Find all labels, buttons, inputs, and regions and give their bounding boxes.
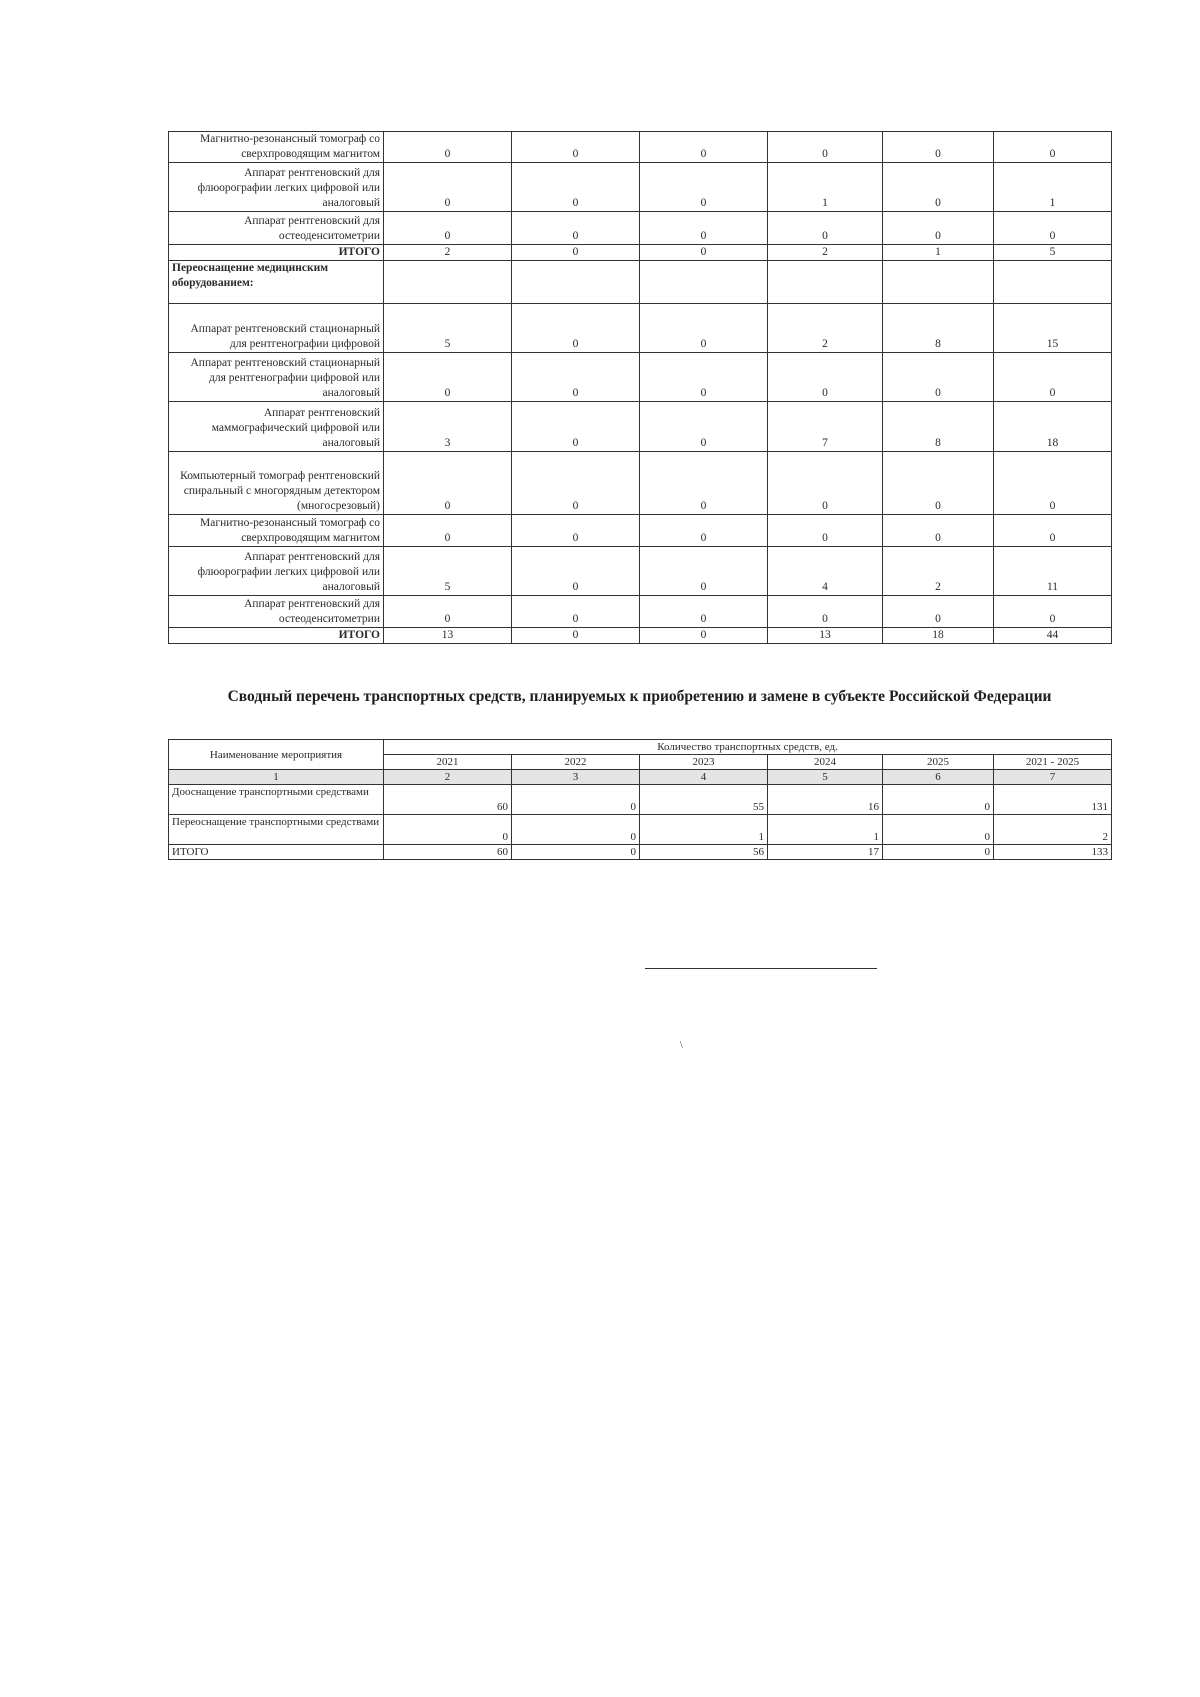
- transport-title: Сводный перечень транспортных средств, планируемых к приобретению и замене в субъекте Российской Федерации: [227, 688, 1052, 705]
- equipment-count-cell: [512, 261, 640, 304]
- transport-count-cell: 131: [994, 785, 1112, 815]
- equipment-count-cell: 0: [994, 596, 1112, 628]
- equipment-count-cell: 0: [512, 515, 640, 547]
- column-number: 7: [994, 770, 1112, 785]
- equipment-row: [169, 304, 1112, 353]
- equipment-count-cell: 4: [768, 547, 883, 596]
- equipment-row: [169, 212, 1112, 245]
- equipment-count-cell: 0: [994, 212, 1112, 245]
- equipment-row: [169, 402, 1112, 452]
- equipment-count-cell: 0: [512, 402, 640, 452]
- column-number: 5: [768, 770, 883, 785]
- name-column-header: Наименование мероприятия: [169, 740, 384, 770]
- column-number: 2: [384, 770, 512, 785]
- year-header: 2022: [512, 755, 640, 770]
- equipment-count-cell: [384, 261, 512, 304]
- equipment-count-cell: 0: [640, 212, 768, 245]
- equipment-count-cell: 0: [512, 245, 640, 261]
- equipment-count-cell: 0: [384, 163, 512, 212]
- equipment-count-cell: 0: [384, 212, 512, 245]
- transport-count-cell: 0: [883, 815, 994, 845]
- transport-row: [169, 785, 1112, 815]
- equipment-count-cell: 0: [768, 452, 883, 515]
- equipment-count-cell: 0: [883, 596, 994, 628]
- equipment-row: [169, 596, 1112, 628]
- equipment-count-cell: 0: [994, 452, 1112, 515]
- equipment-count-cell: 13: [384, 628, 512, 644]
- transport-row: [169, 815, 1112, 845]
- equipment-count-cell: 0: [384, 515, 512, 547]
- equipment-name: Аппарат рентгеновский стационарный для рентгенографии цифровой: [169, 304, 384, 353]
- transport-count-cell: 56: [640, 845, 768, 860]
- column-number: 6: [883, 770, 994, 785]
- equipment-row: [169, 163, 1112, 212]
- equipment-row: [169, 452, 1112, 515]
- equipment-count-cell: 0: [994, 132, 1112, 163]
- equipment-count-cell: 0: [512, 596, 640, 628]
- equipment-count-cell: 15: [994, 304, 1112, 353]
- equipment-count-cell: 5: [384, 547, 512, 596]
- transport-row-name: Переоснащение транспортными средствами: [169, 815, 384, 845]
- equipment-row: [169, 547, 1112, 596]
- equipment-count-cell: 0: [640, 628, 768, 644]
- total-row: [169, 628, 1112, 644]
- equipment-count-cell: 5: [384, 304, 512, 353]
- equipment-count-cell: 0: [640, 245, 768, 261]
- total-label: ИТОГО: [169, 245, 384, 261]
- equipment-count-cell: 3: [384, 402, 512, 452]
- equipment-count-cell: 0: [640, 596, 768, 628]
- equipment-count-cell: 5: [994, 245, 1112, 261]
- equipment-count-cell: 8: [883, 402, 994, 452]
- quantity-group-header: Количество транспортных средств, ед.: [384, 740, 1112, 755]
- equipment-count-cell: 18: [883, 628, 994, 644]
- equipment-count-cell: 0: [768, 515, 883, 547]
- equipment-count-cell: 0: [768, 353, 883, 402]
- stray-mark: \: [680, 1040, 683, 1051]
- equipment-count-cell: 2: [883, 547, 994, 596]
- equipment-count-cell: 0: [640, 163, 768, 212]
- equipment-count-cell: 0: [640, 353, 768, 402]
- equipment-count-cell: 1: [768, 163, 883, 212]
- equipment-count-cell: 0: [768, 596, 883, 628]
- equipment-count-cell: 0: [640, 304, 768, 353]
- year-header: 2024: [768, 755, 883, 770]
- equipment-count-cell: 0: [883, 353, 994, 402]
- column-number-row: [169, 770, 1112, 785]
- equipment-name: Магнитно-резонансный томограф со сверхпроводящим магнитом: [169, 515, 384, 547]
- transport-count-cell: 16: [768, 785, 883, 815]
- equipment-count-cell: 2: [384, 245, 512, 261]
- equipment-name: Магнитно-резонансный томограф со сверхпроводящим магнитом: [169, 132, 384, 163]
- total-label: ИТОГО: [169, 628, 384, 644]
- year-header: 2021: [384, 755, 512, 770]
- equipment-count-cell: 0: [883, 132, 994, 163]
- equipment-name: Аппарат рентгеновский для остеоденситометрии: [169, 212, 384, 245]
- transport-count-cell: 0: [512, 815, 640, 845]
- equipment-count-cell: 0: [512, 547, 640, 596]
- year-header: 2025: [883, 755, 994, 770]
- equipment-count-cell: 0: [768, 132, 883, 163]
- transport-count-cell: 1: [768, 815, 883, 845]
- equipment-count-cell: 0: [883, 212, 994, 245]
- equipment-count-cell: 0: [512, 353, 640, 402]
- equipment-count-cell: 2: [768, 245, 883, 261]
- year-header: 2023: [640, 755, 768, 770]
- equipment-row: [169, 132, 1112, 163]
- equipment-name: Компьютерный томограф рентгеновский спиральный с многорядным детектором (многосрезовый): [169, 452, 384, 515]
- transport-count-cell: 55: [640, 785, 768, 815]
- equipment-name: Аппарат рентгеновский стационарный для рентгенографии цифровой или аналоговый: [169, 353, 384, 402]
- equipment-count-cell: 0: [512, 132, 640, 163]
- equipment-count-cell: 1: [994, 163, 1112, 212]
- equipment-count-cell: 0: [512, 163, 640, 212]
- equipment-count-cell: [640, 261, 768, 304]
- equipment-count-cell: 18: [994, 402, 1112, 452]
- transport-row-name: Дооснащение транспортными средствами: [169, 785, 384, 815]
- transport-count-cell: 60: [384, 845, 512, 860]
- equipment-count-cell: 0: [640, 452, 768, 515]
- equipment-count-cell: 7: [768, 402, 883, 452]
- section-title: Переоснащение медицинским оборудованием:: [169, 261, 384, 304]
- transport-count-cell: 0: [384, 815, 512, 845]
- equipment-count-cell: 0: [512, 304, 640, 353]
- equipment-count-cell: 0: [640, 132, 768, 163]
- equipment-count-cell: 44: [994, 628, 1112, 644]
- column-number: 4: [640, 770, 768, 785]
- equipment-count-cell: 0: [512, 212, 640, 245]
- transport-count-cell: 1: [640, 815, 768, 845]
- equipment-count-cell: 13: [768, 628, 883, 644]
- transport-count-cell: 0: [512, 785, 640, 815]
- equipment-count-cell: 0: [384, 353, 512, 402]
- equipment-count-cell: [994, 261, 1112, 304]
- transport-header-row: [169, 740, 1112, 755]
- transport-count-cell: 0: [512, 845, 640, 860]
- equipment-name: Аппарат рентгеновский для остеоденситометрии: [169, 596, 384, 628]
- transport-count-cell: 60: [384, 785, 512, 815]
- equipment-count-cell: 8: [883, 304, 994, 353]
- transport-count-cell: 0: [883, 845, 994, 860]
- transport-count-cell: 17: [768, 845, 883, 860]
- equipment-count-cell: 0: [640, 402, 768, 452]
- equipment-count-cell: 0: [883, 163, 994, 212]
- equipment-row: [169, 353, 1112, 402]
- equipment-count-cell: 0: [883, 515, 994, 547]
- equipment-count-cell: 0: [883, 452, 994, 515]
- equipment-table-body: [169, 132, 1112, 644]
- transport-table-body: [169, 785, 1112, 860]
- equipment-count-cell: 0: [512, 452, 640, 515]
- section-header-row: [169, 261, 1112, 304]
- equipment-count-cell: [768, 261, 883, 304]
- column-number: 1: [169, 770, 384, 785]
- equipment-row: [169, 515, 1112, 547]
- equipment-count-cell: 0: [384, 452, 512, 515]
- equipment-count-cell: 0: [512, 628, 640, 644]
- equipment-count-cell: 0: [994, 515, 1112, 547]
- transport-count-cell: 133: [994, 845, 1112, 860]
- equipment-table: [168, 131, 1112, 644]
- transport-table: [168, 739, 1112, 860]
- transport-count-cell: 2: [994, 815, 1112, 845]
- year-header: 2021 - 2025: [994, 755, 1112, 770]
- equipment-count-cell: 0: [768, 212, 883, 245]
- equipment-name: Аппарат рентгеновский маммографический цифровой или аналоговый: [169, 402, 384, 452]
- equipment-count-cell: 11: [994, 547, 1112, 596]
- equipment-count-cell: [883, 261, 994, 304]
- transport-total-label: ИТОГО: [169, 845, 384, 860]
- equipment-count-cell: 0: [384, 596, 512, 628]
- equipment-count-cell: 0: [640, 515, 768, 547]
- transport-count-cell: 0: [883, 785, 994, 815]
- equipment-count-cell: 2: [768, 304, 883, 353]
- equipment-count-cell: 0: [994, 353, 1112, 402]
- equipment-count-cell: 0: [640, 547, 768, 596]
- total-row: [169, 245, 1112, 261]
- signature-line: [645, 968, 877, 969]
- equipment-count-cell: 1: [883, 245, 994, 261]
- equipment-name: Аппарат рентгеновский для флюорографии легких цифровой или аналоговый: [169, 547, 384, 596]
- equipment-name: Аппарат рентгеновский для флюорографии легких цифровой или аналоговый: [169, 163, 384, 212]
- transport-total-row: [169, 845, 1112, 860]
- equipment-count-cell: 0: [384, 132, 512, 163]
- column-number: 3: [512, 770, 640, 785]
